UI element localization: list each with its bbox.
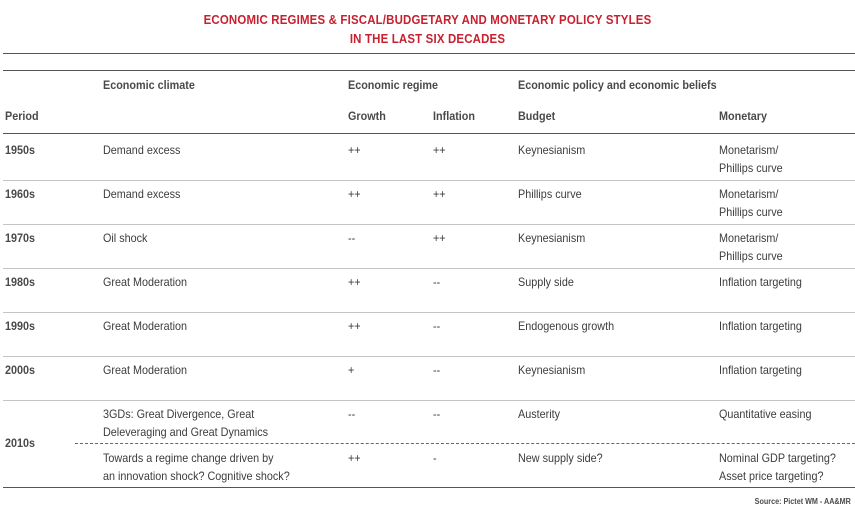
climate-cell: Demand excess	[103, 187, 181, 201]
climate-line: 3GDs: Great Divergence, Great	[103, 407, 255, 421]
table-bottom-rule	[3, 487, 855, 488]
climate-cell: Great Moderation	[103, 275, 188, 289]
monetary-cell	[719, 229, 783, 265]
inflation-cell: --	[433, 275, 441, 289]
monetary-line: Monetarism/	[719, 231, 779, 245]
climate-cell: Demand excess	[103, 143, 181, 157]
inflation-cell: ++	[433, 187, 446, 201]
budget-cell: Endogenous growth	[518, 319, 615, 333]
header-economic-policy: Economic policy and economic beliefs	[518, 78, 717, 92]
header-period: Period	[5, 109, 39, 123]
budget-cell: Phillips curve	[518, 187, 582, 201]
table-title	[51, 10, 803, 48]
period-cell: 1990s	[5, 319, 36, 333]
header-bottom-rule	[3, 133, 855, 134]
inflation-cell: ++	[433, 231, 446, 245]
monetary-cell: Inflation targeting	[719, 275, 802, 289]
period-cell: 1950s	[5, 143, 36, 157]
inflation-cell: ++	[433, 143, 446, 157]
period-cell: 1980s	[5, 275, 36, 289]
climate-cell: Great Moderation	[103, 363, 188, 377]
budget-cell: New supply side?	[518, 451, 603, 465]
title-line-2: IN THE LAST SIX DECADES	[349, 31, 506, 46]
period-cell: 1970s	[5, 231, 36, 245]
header-economic-regime: Economic regime	[348, 78, 439, 92]
growth-cell: ++	[348, 143, 361, 157]
budget-cell: Austerity	[518, 407, 561, 421]
monetary-line: Phillips curve	[719, 161, 783, 175]
climate-line: Deleveraging and Great Dynamics	[103, 425, 269, 439]
monetary-line: Phillips curve	[719, 249, 783, 263]
header-growth: Growth	[348, 109, 386, 123]
dashed-divider	[75, 443, 855, 444]
header-inflation: Inflation	[433, 109, 476, 123]
period-cell: 1960s	[5, 187, 36, 201]
monetary-line: Nominal GDP targeting?	[719, 451, 836, 465]
climate-cell	[103, 449, 290, 485]
budget-cell: Keynesianism	[518, 231, 586, 245]
climate-line: Towards a regime change driven by	[103, 451, 274, 465]
climate-cell	[103, 405, 268, 441]
header-monetary: Monetary	[719, 109, 768, 123]
header-top-rule	[3, 70, 855, 71]
inflation-cell: --	[433, 319, 441, 333]
monetary-cell	[719, 141, 783, 177]
header-economic-climate: Economic climate	[103, 78, 195, 92]
title-rule	[3, 53, 855, 54]
growth-cell: --	[348, 407, 356, 421]
growth-cell: ++	[348, 187, 361, 201]
growth-cell: +	[348, 363, 355, 377]
inflation-cell: --	[433, 407, 441, 421]
budget-cell: Keynesianism	[518, 143, 586, 157]
monetary-line: Monetarism/	[719, 187, 779, 201]
monetary-line: Asset price targeting?	[719, 469, 824, 483]
period-cell: 2000s	[5, 363, 36, 377]
growth-cell: ++	[348, 451, 361, 465]
header-budget: Budget	[518, 109, 556, 123]
growth-cell: ++	[348, 275, 361, 289]
climate-line: an innovation shock? Cognitive shock?	[103, 469, 290, 483]
growth-cell: ++	[348, 319, 361, 333]
budget-cell: Keynesianism	[518, 363, 586, 377]
monetary-line: Phillips curve	[719, 205, 783, 219]
row-divider	[3, 268, 855, 269]
source-note: Source: Pictet WM - AA&MR	[754, 497, 851, 506]
row-divider	[3, 180, 855, 181]
monetary-line: Monetarism/	[719, 143, 779, 157]
title-line-1: ECONOMIC REGIMES & FISCAL/BUDGETARY AND MONETARY POLICY STYLES	[203, 12, 652, 27]
growth-cell: --	[348, 231, 356, 245]
monetary-cell: Inflation targeting	[719, 319, 802, 333]
monetary-cell: Inflation targeting	[719, 363, 802, 377]
climate-cell: Great Moderation	[103, 319, 188, 333]
period-cell: 2010s	[5, 436, 36, 450]
monetary-cell	[719, 185, 783, 221]
inflation-cell: --	[433, 363, 441, 377]
row-divider	[3, 356, 855, 357]
monetary-cell	[719, 449, 836, 485]
budget-cell: Supply side	[518, 275, 574, 289]
row-divider	[3, 312, 855, 313]
row-divider	[3, 400, 855, 401]
inflation-cell: -	[433, 451, 437, 465]
row-divider	[3, 224, 855, 225]
climate-cell: Oil shock	[103, 231, 148, 245]
monetary-cell: Quantitative easing	[719, 407, 812, 421]
